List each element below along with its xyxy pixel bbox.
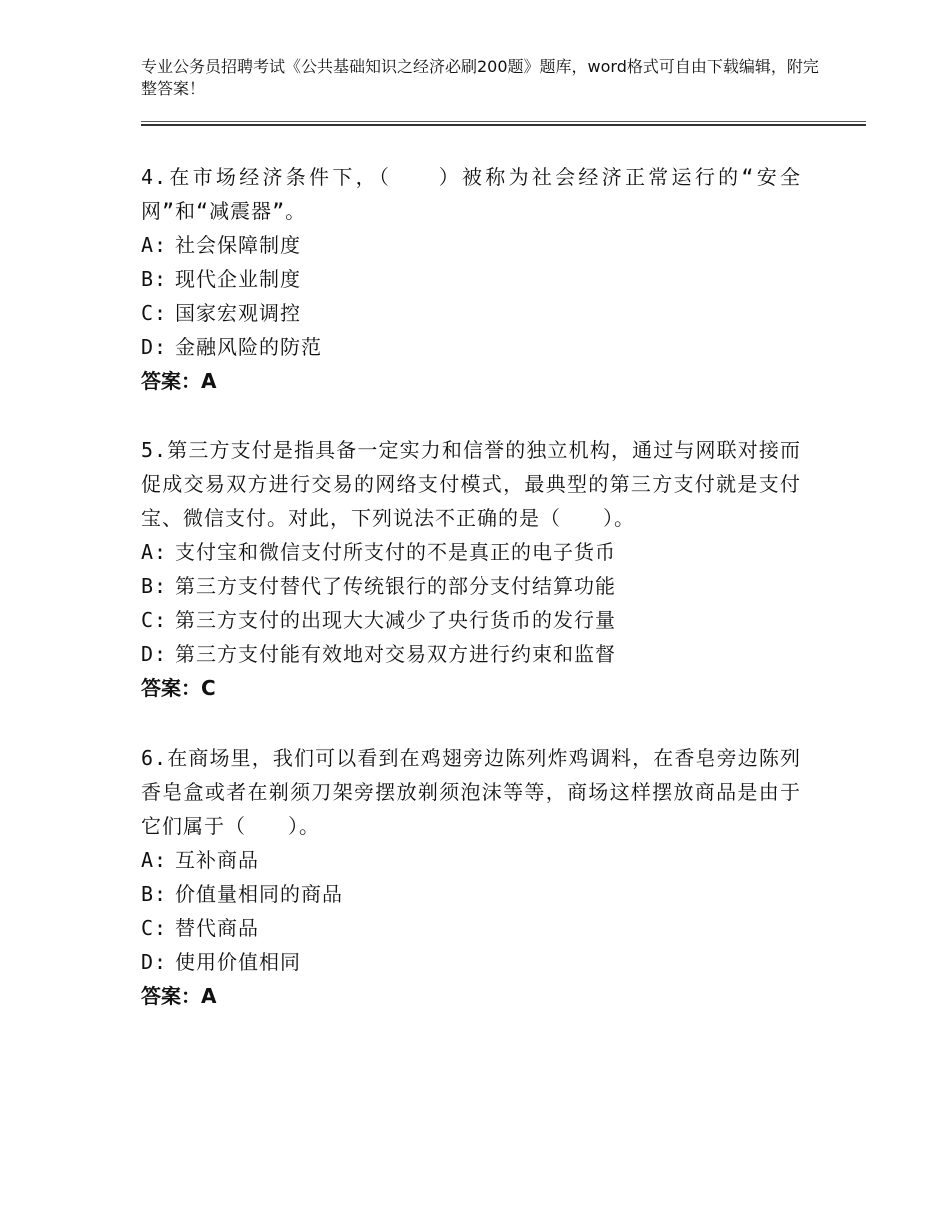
option-key: D:	[141, 950, 168, 974]
option-d	[141, 945, 801, 979]
header-divider-bottom	[141, 124, 866, 126]
answer-line: 答案：A	[141, 369, 217, 393]
option-a	[141, 228, 801, 262]
option-d	[141, 330, 801, 364]
option-key: C:	[141, 916, 168, 940]
option-text: 替代商品	[175, 916, 259, 940]
question-5	[141, 433, 801, 705]
option-d	[141, 637, 801, 671]
option-text: 支付宝和微信支付所支付的不是真正的电子货币	[175, 540, 616, 564]
option-c	[141, 911, 801, 945]
option-key: C:	[141, 301, 168, 325]
option-key: B:	[141, 882, 168, 906]
option-text: 互补商品	[175, 848, 259, 872]
option-a	[141, 535, 801, 569]
option-text: 社会保障制度	[175, 233, 301, 257]
option-c	[141, 296, 801, 330]
question-stem: 5.第三方支付是指具备一定实力和信誉的独立机构，通过与网联对接而促成交易双方进行交易的网络支付模式，最典型的第三方支付就是支付宝、微信支付。对此，下列说法不正确的是（ ）。	[141, 438, 801, 530]
header-divider-top	[141, 121, 866, 122]
question-stem: 6.在商场里，我们可以看到在鸡翅旁边陈列炸鸡调料，在香皂旁边陈列香皂盒或者在剃须刀架旁摆放剃须泡沫等等，商场这样摆放商品是由于它们属于（ ）。	[141, 746, 801, 838]
question-4	[141, 160, 801, 398]
option-key: B:	[141, 267, 168, 291]
option-b	[141, 877, 801, 911]
option-text: 第三方支付能有效地对交易双方进行约束和监督	[175, 642, 616, 666]
option-key: A:	[141, 540, 168, 564]
option-text: 价值量相同的商品	[175, 882, 343, 906]
option-text: 国家宏观调控	[175, 301, 301, 325]
option-c	[141, 603, 801, 637]
option-key: B:	[141, 574, 168, 598]
question-6	[141, 741, 801, 1013]
option-text: 第三方支付的出现大大减少了央行货币的发行量	[175, 608, 616, 632]
document-header	[141, 56, 821, 100]
answer-line: 答案：C	[141, 676, 216, 700]
option-text: 现代企业制度	[175, 267, 301, 291]
header-text: 专业公务员招聘考试《公共基础知识之经济必刷200题》题库，word格式可自由下载编辑，附完整答案！	[141, 57, 819, 98]
option-key: A:	[141, 233, 168, 257]
option-key: D:	[141, 335, 168, 359]
option-key: D:	[141, 642, 168, 666]
option-key: A:	[141, 848, 168, 872]
option-a	[141, 843, 801, 877]
question-stem: 4.在市场经济条件下，（ ）被称为社会经济正常运行的“安全网”和“减震器”。	[141, 165, 801, 223]
option-text: 金融风险的防范	[175, 335, 322, 359]
option-key: C:	[141, 608, 168, 632]
option-text: 使用价值相同	[175, 950, 301, 974]
option-b	[141, 262, 801, 296]
option-b	[141, 569, 801, 603]
answer-line: 答案：A	[141, 984, 217, 1008]
option-text: 第三方支付替代了传统银行的部分支付结算功能	[175, 574, 616, 598]
